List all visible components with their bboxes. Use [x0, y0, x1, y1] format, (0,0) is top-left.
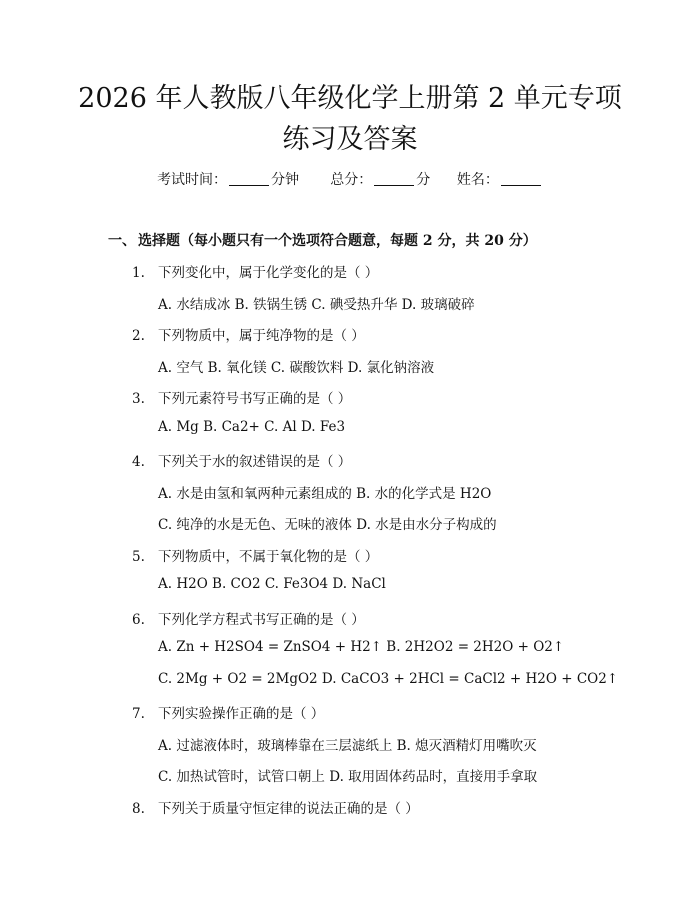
question-text: 下列物质中，不属于氧化物的是（ ）	[158, 548, 379, 565]
question-7-options: C. 加热试管时，试管口朝上 D. 取用固体药品时，直接用手拿取	[158, 769, 538, 785]
question-7	[132, 702, 324, 722]
score-label: 总分：	[330, 172, 373, 188]
question-5-options: A. H2O B. CO2 C. Fe3O4 D. NaCl	[158, 576, 386, 592]
question-number: 3.	[132, 391, 145, 407]
title-line-1: 2026 年人教版八年级化学上册第 2 单元专项	[78, 83, 622, 114]
question-text: 下列关于质量守恒定律的说法正确的是（ ）	[158, 800, 419, 817]
question-number: 7.	[132, 706, 145, 722]
section-heading	[108, 230, 537, 250]
question-8	[132, 797, 419, 817]
question-2-options: A. 空气 B. 氧化镁 C. 碳酸饮料 D. 氯化钠溶液	[158, 359, 435, 376]
time-label: 考试时间：	[157, 172, 228, 188]
question-7-options: A. 过滤液体时，玻璃棒靠在三层滤纸上 B. 熄灭酒精灯用嘴吹灭	[158, 737, 537, 754]
exam-info	[0, 169, 700, 189]
score-blank	[374, 171, 414, 186]
question-1-options: A. 水结成冰 B. 铁锅生锈 C. 碘受热升华 D. 玻璃破碎	[158, 296, 475, 313]
question-number: 2.	[132, 328, 145, 344]
document-title	[60, 78, 640, 160]
question-number: 4.	[132, 454, 145, 470]
question-number: 8.	[132, 800, 145, 817]
name-blank	[501, 171, 541, 186]
name-label: 姓名：	[456, 172, 499, 188]
section-title: 选择题（每小题只有一个选项符合题意，每题 2 分，共 20 分）	[138, 233, 537, 249]
question-5	[132, 545, 378, 565]
question-text: 下列元素符号书写正确的是（ ）	[158, 391, 352, 407]
question-number: 1.	[132, 265, 145, 281]
time-unit: 分钟	[271, 172, 300, 188]
question-number: 6.	[132, 611, 145, 628]
question-6-options: A. Zn + H2SO4 = ZnSO4 + H2↑ B. 2H2O2 = 2H2O + O2↑	[158, 639, 565, 655]
question-number: 5.	[132, 548, 145, 565]
question-text: 下列物质中，属于纯净物的是（ ）	[158, 328, 365, 344]
question-text: 下列化学方程式书写正确的是（ ）	[158, 611, 365, 628]
question-2	[132, 324, 365, 344]
question-4	[132, 450, 351, 470]
question-text: 下列实验操作正确的是（ ）	[158, 706, 325, 722]
question-4-options: C. 纯净的水是无色、无味的液体 D. 水是由水分子构成的	[158, 517, 497, 533]
question-3	[132, 387, 351, 407]
question-6-options: C. 2Mg + O2 = 2MgO2 D. CaCO3 + 2HCl = CaCl2 + H2O + CO2↑	[158, 670, 619, 687]
section-number: 一、	[108, 233, 136, 249]
question-text: 下列变化中，属于化学变化的是（ ）	[158, 265, 379, 281]
time-blank	[229, 171, 269, 186]
title-line-2: 练习及答案	[282, 124, 418, 155]
question-4-options: A. 水是由氢和氧两种元素组成的 B. 水的化学式是 H2O	[158, 485, 492, 502]
score-unit: 分	[416, 172, 431, 188]
question-1	[132, 261, 378, 281]
question-3-options: A. Mg B. Ca2+ C. Al D. Fe3	[158, 418, 346, 435]
question-6	[132, 608, 365, 628]
question-text: 下列关于水的叙述错误的是（ ）	[158, 454, 352, 470]
